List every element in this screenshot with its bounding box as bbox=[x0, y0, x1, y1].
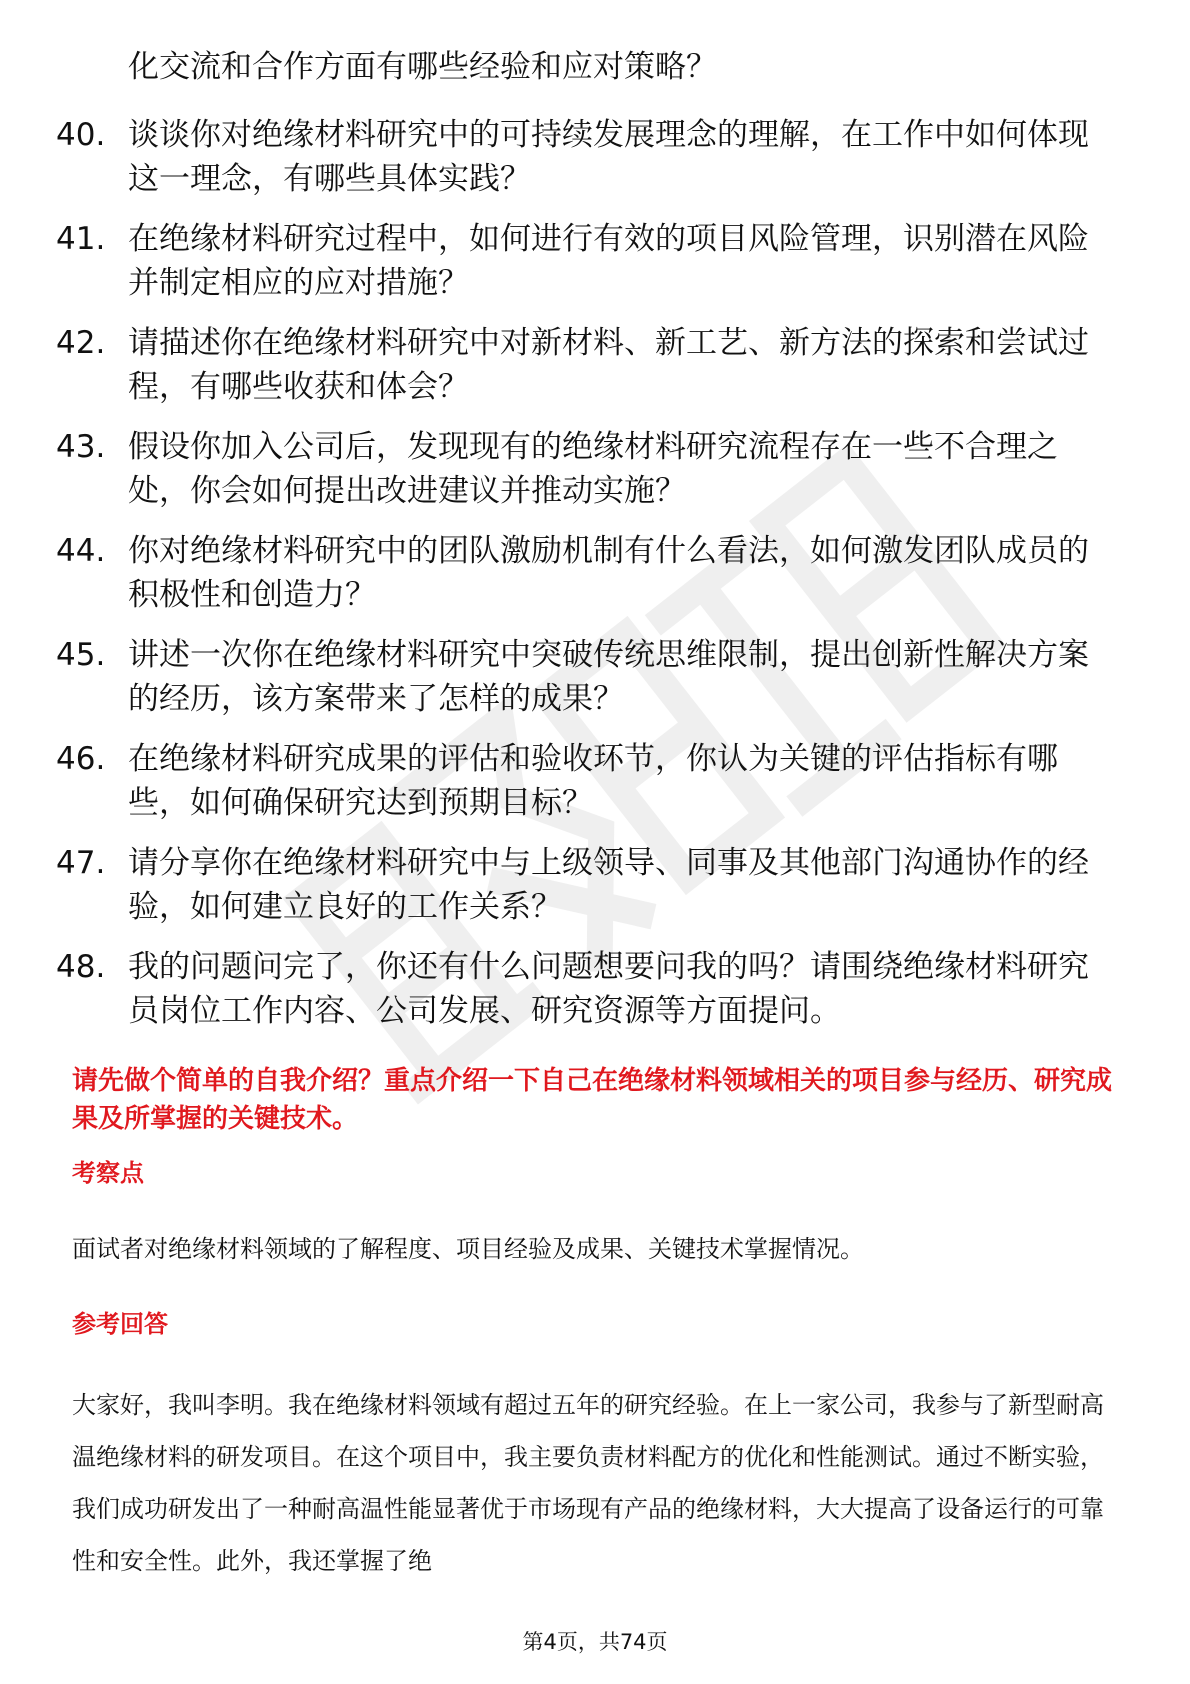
question-text: 在绝缘材料研究过程中，如何进行有效的项目风险管理，识别潜在风险并制定相应的应对措施？ bbox=[128, 221, 1089, 301]
list-item bbox=[56, 529, 1116, 617]
evaluation-points-label: 考察点 bbox=[72, 1159, 144, 1187]
question-number: 42. bbox=[56, 325, 106, 361]
question-text: 请分享你在绝缘材料研究中与上级领导、同事及其他部门沟通协作的经验，如何建立良好的工作关系？ bbox=[128, 845, 1089, 925]
page-number-footer: 第4页，共74页 bbox=[522, 1630, 668, 1654]
reference-answer-label: 参考回答 bbox=[72, 1310, 168, 1338]
list-item bbox=[56, 945, 1116, 1033]
list-item bbox=[56, 633, 1116, 721]
question-text: 我的问题问完了，你还有什么问题想要问我的吗？请围绕绝缘材料研究员岗位工作内容、公司发展、研究资源等方面提问。 bbox=[128, 949, 1089, 1029]
evaluation-points-text: 面试者对绝缘材料领域的了解程度、项目经验及成果、关键技术掌握情况。 bbox=[72, 1235, 864, 1263]
reference-answer-text: 大家好，我叫李明。我在绝缘材料领域有超过五年的研究经验。在上一家公司，我参与了新型耐高温绝缘材料的研发项目。在这个项目中，我主要负责材料配方的优化和性能测试。通过不断实验，我们成功研发出了一种耐高温性能显著优于市场现有产品的绝缘材料，大大提高了设备运行的可靠性和安全性。此外，我还掌握了绝 bbox=[72, 1391, 1104, 1575]
list-item bbox=[56, 841, 1116, 929]
question-text: 你对绝缘材料研究中的团队激励机制有什么看法，如何激发团队成员的积极性和创造力？ bbox=[128, 533, 1089, 613]
list-item bbox=[56, 217, 1116, 305]
question-text: 在绝缘材料研究成果的评估和验收环节，你认为关键的评估指标有哪些，如何确保研究达到预期目标？ bbox=[128, 741, 1058, 821]
question-number: 44. bbox=[56, 533, 106, 569]
question-number: 41. bbox=[56, 221, 106, 257]
question-number: 45. bbox=[56, 637, 106, 673]
question-number: 43. bbox=[56, 429, 106, 465]
list-item bbox=[56, 737, 1116, 825]
question-list bbox=[56, 113, 1116, 1049]
question-text: 假设你加入公司后，发现现有的绝缘材料研究流程存在一些不合理之处，你会如何提出改进建议并推动实施？ bbox=[128, 429, 1058, 509]
list-item bbox=[56, 321, 1116, 409]
question-number: 46. bbox=[56, 741, 106, 777]
question-number: 47. bbox=[56, 845, 106, 881]
question-number: 48. bbox=[56, 949, 106, 985]
question-text: 谈谈你对绝缘材料研究中的可持续发展理念的理解，在工作中如何体现这一理念，有哪些具体实践？ bbox=[128, 117, 1089, 197]
previous-question-continuation: 化交流和合作方面有哪些经验和应对策略？ bbox=[128, 49, 717, 85]
list-item bbox=[56, 113, 1116, 201]
featured-question-heading: 请先做个简单的自我介绍？重点介绍一下自己在绝缘材料领域相关的项目参与经历、研究成果及所掌握的关键技术。 bbox=[72, 1066, 1113, 1134]
question-number: 40. bbox=[56, 117, 106, 153]
list-item bbox=[56, 425, 1116, 513]
question-text: 讲述一次你在绝缘材料研究中突破传统思维限制，提出创新性解决方案的经历，该方案带来了怎样的成果？ bbox=[128, 637, 1089, 717]
question-text: 请描述你在绝缘材料研究中对新材料、新工艺、新方法的探索和尝试过程，有哪些收获和体会？ bbox=[128, 325, 1089, 405]
